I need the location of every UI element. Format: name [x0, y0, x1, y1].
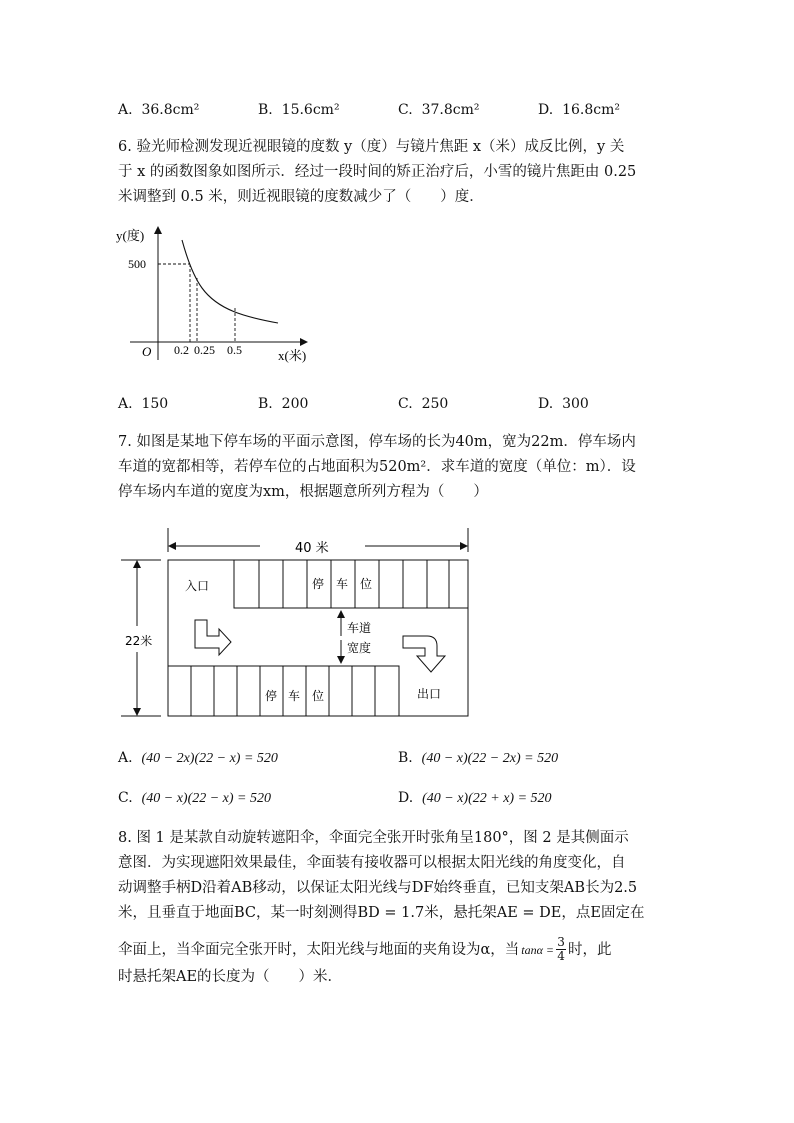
q5-option-c[interactable]: C. 37.8cm² [398, 102, 480, 118]
q6-inverse-graph [110, 222, 320, 367]
length-label: 40 米 [295, 541, 329, 556]
exit-arrow-icon [403, 636, 445, 672]
q8-line-5: 伞面上，当伞面完全张开时，太阳光线与地面的夹角设为α，当 tanα = 3 4 时，此 [118, 935, 612, 963]
q8-line-1: 8. 图 1 是某款自动旋转遮阳伞，伞面完全张开时张角呈180°，图 2 是其侧面示 [118, 830, 629, 846]
fraction: 3 4 [557, 935, 565, 963]
width-label: 22米 [125, 634, 153, 648]
graph-x-tick: 0.5 [227, 343, 242, 357]
graph-y-tick: 500 [128, 257, 146, 271]
top-stall-label: 车 [336, 577, 349, 591]
graph-x-tick: 0.2 [174, 343, 189, 357]
q6-line-1: 6. 验光师检测发现近视眼镜的度数 y（度）与镜片焦距 x（米）成反比例，y 关 [118, 139, 625, 155]
q5-option-d-value: 16.8cm² [562, 102, 620, 118]
bottom-stall-label: 停 [265, 689, 278, 703]
q7-line-3: 停车场内车道的宽度为xm，根据题意所列方程为（ ） [118, 484, 488, 500]
q5-option-b-value: 15.6cm² [281, 102, 340, 118]
entrance-arrow-icon [195, 620, 231, 655]
q7-option-d[interactable]: D. (40 − x)(22 + x) = 520 [398, 790, 552, 806]
q6-option-c[interactable]: C. 250 [398, 396, 449, 412]
q5-option-c-value: 37.8cm² [421, 102, 480, 118]
q7-option-b[interactable]: B. (40 − x)(22 − 2x) = 520 [398, 750, 559, 766]
q5-option-d[interactable]: D. 16.8cm² [538, 102, 620, 118]
top-stall-label: 位 [360, 577, 373, 591]
bottom-stall-label: 车 [288, 689, 301, 703]
lane-label-2: 宽度 [347, 641, 372, 655]
hyperbola-curve [182, 240, 278, 323]
tan-expression: tanα = [521, 942, 555, 957]
q7-option-c[interactable]: C. (40 − x)(22 − x) = 520 [118, 790, 271, 806]
q8-line-2: 意图．为实现遮阳效果最佳，伞面装有接收器可以根据太阳光线的角度变化，自 [118, 855, 626, 871]
q6-line-2: 于 x 的函数图象如图所示．经过一段时间的矫正治疗后，小雪的镜片焦距由 0.25 [118, 164, 637, 180]
q8-line-6: 时悬托架AE的长度为（ ）米． [118, 969, 343, 985]
exit-label: 出口 [417, 687, 442, 701]
q6-option-a[interactable]: A. 150 [118, 396, 169, 412]
q8-line-3: 动调整手柄D沿着AB移动，以保证太阳光线与DF始终垂直，已知支架AB长为2.5 [118, 880, 638, 896]
q5-option-b[interactable]: B. 15.6cm² [258, 102, 340, 118]
q5-option-a[interactable]: A. 36.8cm² [118, 102, 200, 118]
bottom-stall-label: 位 [312, 689, 325, 703]
lane-label-1: 车道 [347, 621, 372, 635]
graph-origin: O [142, 344, 152, 359]
graph-x-tick: 0.25 [194, 343, 215, 357]
q7-line-2: 车道的宽都相等，若停车位的占地面积为520m²．求车道的宽度（单位：m）．设 [118, 459, 636, 475]
entrance-label: 入口 [185, 579, 210, 593]
q6-option-d[interactable]: D. 300 [538, 396, 589, 412]
q6-line-3: 米调整到 0.5 米，则近视眼镜的度数减少了（ ）度． [118, 189, 484, 205]
top-stall-label: 停 [312, 577, 325, 591]
graph-y-label: y(度) [116, 228, 145, 243]
q7-line-1: 7. 如图是某地下停车场的平面示意图，停车场的长为40m，宽为22m．停车场内 [118, 434, 636, 450]
q8-line-4: 米，且垂直于地面BC，某一时刻测得BD = 1.7米，悬托架AE = DE，点E固定在 [118, 905, 645, 921]
q6-option-b[interactable]: B. 200 [258, 396, 309, 412]
q5-option-a-value: 36.8cm² [141, 102, 200, 118]
q7-parking-diagram [115, 528, 485, 728]
graph-x-label: x(米) [278, 348, 307, 363]
q7-option-a[interactable]: A. (40 − 2x)(22 − x) = 520 [118, 750, 278, 766]
